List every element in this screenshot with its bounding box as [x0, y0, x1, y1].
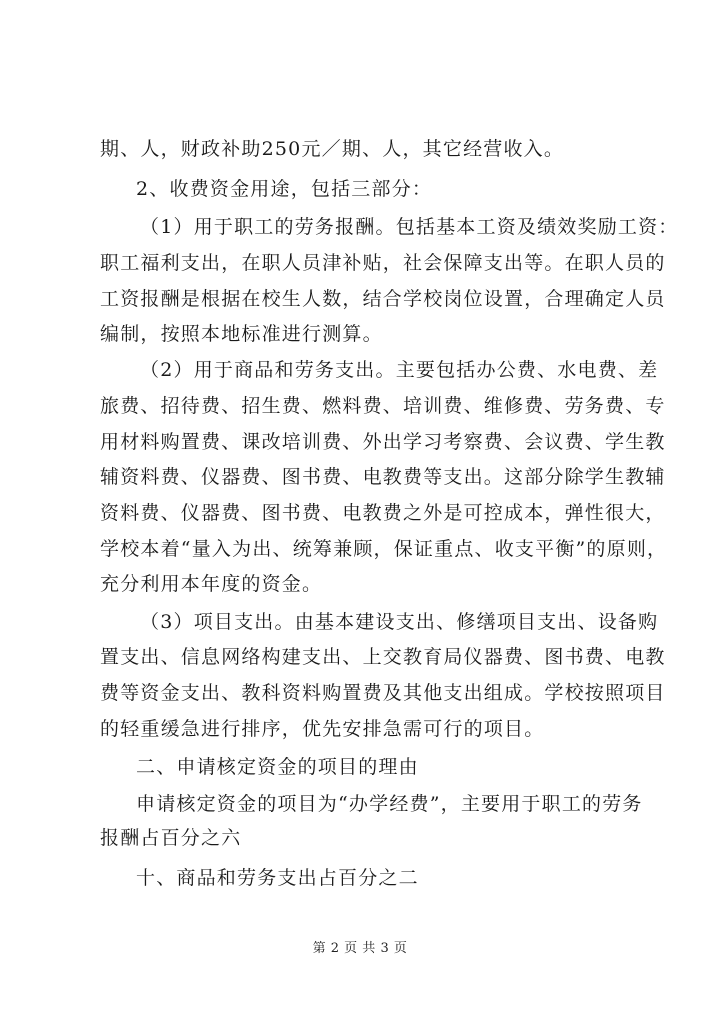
text-line: 期、人，财政补助250元／期、人，其它经营收入。 [100, 138, 565, 160]
text-line: 的轻重缓急进行排序，优先安排急需可行的项目。 [100, 718, 545, 740]
text-line: 充分利用本年度的资金。 [100, 573, 323, 595]
text-line: 编制，按照本地标准进行测算。 [100, 323, 383, 345]
text-line: 工资报酬是根据在校生人数，结合学校岗位设置，合理确定人员 [100, 288, 666, 310]
text-line: 职工福利支出，在职人员津补贴，社会保障支出等。在职人员的 [100, 252, 666, 274]
text-line: 辅资料费、仪器费、图书费、电教费等支出。这部分除学生教辅 [100, 466, 666, 488]
text-line: 十、商品和劳务支出占百分之二 [136, 867, 419, 889]
text-line: 报酬占百分之六 [100, 827, 242, 849]
text-line: （3）项目支出。由基本建设支出、修缮项目支出、设备购 [140, 611, 659, 633]
text-line: 旅费、招待费、招生费、燃料费、培训费、维修费、劳务费、专 [100, 395, 666, 417]
section-heading: 二、申请核定资金的项目的理由 [136, 756, 419, 778]
text-line: 申请核定资金的项目为“办学经费”，主要用于职工的劳务 [136, 793, 643, 815]
page-number-footer: 第 2 页 共 3 页 [312, 941, 408, 956]
text-line: 置支出、信息网络构建支出、上交教育局仪器费、图书费、电教 [100, 646, 666, 668]
text-line: 学校本着“量入为出、统筹兼顾，保证重点、收支平衡”的原则， [100, 538, 668, 560]
text-line: （1）用于职工的劳务报酬。包括基本工资及绩效奖励工资： [140, 216, 679, 238]
text-line: 2、收费资金用途，包括三部分： [136, 178, 433, 200]
text-line: 资料费、仪器费、图书费、电教费之外是可控成本，弹性很大， [100, 502, 666, 524]
text-line: （2）用于商品和劳务支出。主要包括办公费、水电费、差 [140, 359, 659, 381]
text-line: 费等资金支出、教科资料购置费及其他支出组成。学校按照项目 [100, 682, 666, 704]
text-line: 用材料购置费、课改培训费、外出学习考察费、会议费、学生教 [100, 431, 666, 453]
